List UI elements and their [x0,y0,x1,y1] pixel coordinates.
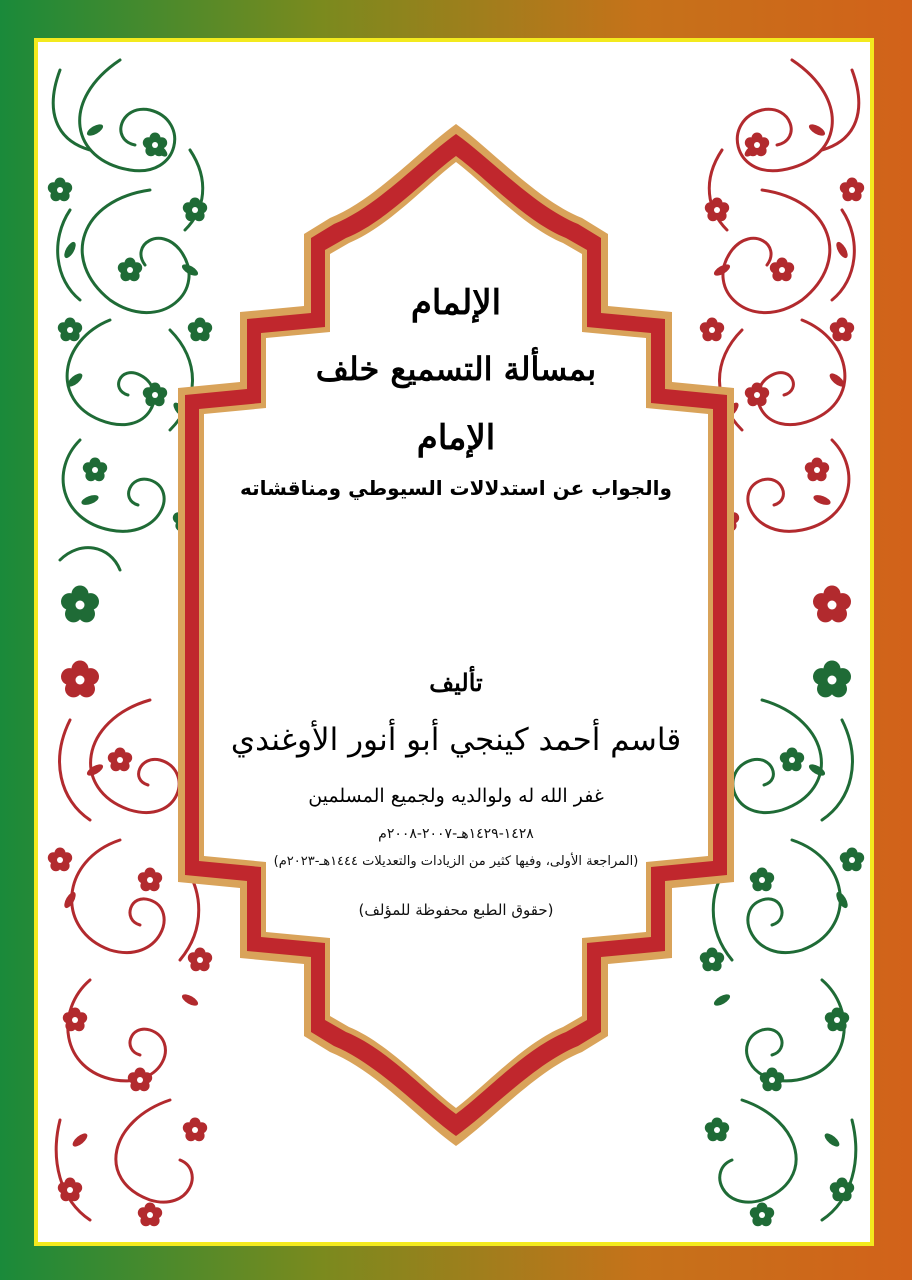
book-subtitle: والجواب عن استدلالات السيوطي ومناقشاته [240,476,672,500]
edition-note: (المراجعة الأولى، وفيها كثير من الزيادات والتعديلات ١٤٤٤هـ-٢٠٢٣م) [273,854,639,869]
book-title-line2: بمسألة التسميع خلف [315,350,597,388]
publication-dates: ١٤٢٨-١٤٢٩هـ-٢٠٠٧-٢٠٠٨م [378,826,534,842]
central-arch-frame [178,124,734,1146]
author-name: قاسم أحمد كينجي أبو أنور الأوغندي [230,722,682,758]
book-title-line3: الإمام [416,418,496,458]
book-title: الإلمام [410,283,502,323]
copyright-note: (حقوق الطبع محفوظة للمؤلف) [358,901,554,919]
author-label: تأليف [429,668,483,697]
prayer-line: غفر الله له ولوالديه ولجميع المسلمين [308,785,604,807]
